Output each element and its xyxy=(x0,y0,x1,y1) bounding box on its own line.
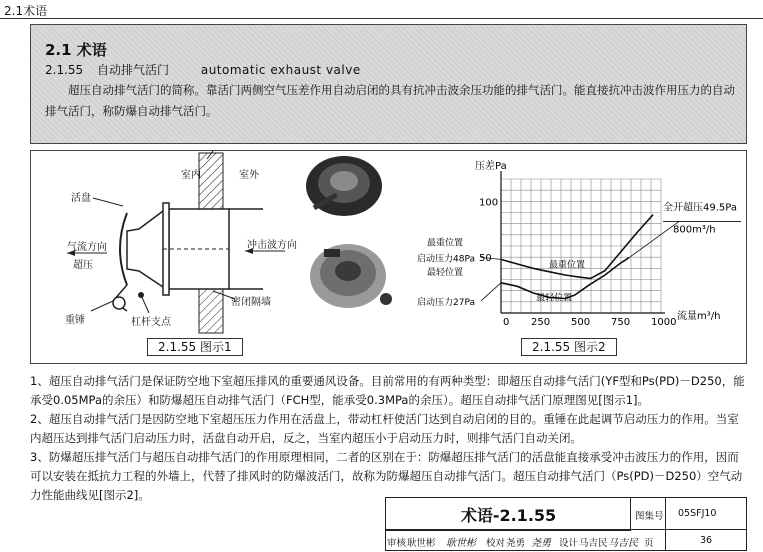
wall-upper xyxy=(199,153,223,209)
designer: 马吉民 xyxy=(579,538,608,549)
label-overpressure: 超压 xyxy=(73,260,93,271)
atlas-label: 图集号 xyxy=(635,511,664,522)
wall-lower xyxy=(199,289,223,333)
x-tick-label: 250 xyxy=(531,317,551,328)
curve-label-min: 最轻位置 xyxy=(536,293,573,304)
term-cn: 自动排气活门 xyxy=(97,63,170,77)
title-block xyxy=(385,497,747,551)
atlas-no: 05SFJ10 xyxy=(678,508,717,519)
term-line xyxy=(45,61,361,78)
label-airflow: 气流方向 xyxy=(67,242,107,253)
curve-label-max: 最重位置 xyxy=(549,260,586,271)
term-header-box xyxy=(30,24,747,144)
annot-start-27: 启动压力27Pa xyxy=(417,297,475,308)
label-airtight-wall: 密闭隔墙 xyxy=(231,297,271,308)
x-tick-label: 0 xyxy=(503,317,510,328)
note-3: 3、防爆超压排气活门与超压自动排气活门的作用原理相同，二者的区别在于：防爆超压排气活门的活盘能直接承受冲击波压力的作用，因而可以安装在抵抗力工程的外墙上，代替了排风时的防爆波活门，故称为防爆超压自动排气活门。超压自动排气活门（Ps(PD)－D250）空气动力性能曲线见[图示2]。 xyxy=(30,450,743,502)
x-tick-label: 500 xyxy=(571,317,591,328)
notes xyxy=(30,372,745,505)
y-tick-label: 50 xyxy=(479,253,492,265)
figure-box xyxy=(30,150,747,364)
annot-max-position: 最重位置 xyxy=(427,238,464,249)
note-2: 2、超压自动排气活门是因防空地下室超压压力作用在活盘上，带动杠杆使活门达到自动启闭的目的。重锤在此起调节启动压力的作用。当室内超压达到排气活门启动压力时，活盘自动开启，反之，当室内超压小于启动压力时，则排气活门自动关闭。 xyxy=(30,412,739,445)
term-definition: 超压自动排气活门的简称。靠活门两侧空气压差作用自动启闭的具有抗冲击波余压功能的排气活门。能直接抗冲击波作用压力的自动排气活门，称防爆自动排气活门。 xyxy=(45,83,735,118)
note-1: 1、超压自动排气活门是保证防空地下室超压排风的重要通风设备。目前常用的有两种类型：即超压自动排气活门(YF型和Ps(PD)－D250，能承受0.05MPa的余压）和防爆超压自动排气活门（FCH型，能承受0.3MPa的余压）。超压自动排气活门原理图见[图示1]。 xyxy=(30,374,745,407)
designer-sign: 马吉民 xyxy=(608,538,638,549)
section-label: 2.1术语 xyxy=(4,4,48,18)
valve-disc xyxy=(120,213,127,285)
valve-body xyxy=(127,211,163,287)
label-outdoor: 室外 xyxy=(239,170,259,181)
annot-min-position: 最轻位置 xyxy=(427,267,464,278)
label-lever-pivot: 杠杆支点 xyxy=(131,317,171,328)
page-no: 36 xyxy=(700,535,713,546)
figure1-caption: 2.1.55 图示1 xyxy=(147,338,243,356)
leader-full-open xyxy=(629,221,679,257)
annot-start-48: 启动压力48Pa xyxy=(417,254,475,265)
annot-flow: 800m³/h xyxy=(673,224,716,236)
label-valve-disc: 活盘 xyxy=(71,193,91,204)
leader-27 xyxy=(481,283,501,301)
y-axis-label: 压差Pa xyxy=(475,161,507,172)
checker-sign: 尧勇 xyxy=(531,538,551,549)
performance-chart xyxy=(401,151,746,341)
figure2-caption: 2.1.55 图示2 xyxy=(521,338,617,356)
y-tick-label: 100 xyxy=(479,197,499,209)
annot-full-open: 全开超压49.5Pa xyxy=(663,202,737,214)
counterweight xyxy=(113,297,125,309)
valve-photos xyxy=(286,151,396,341)
reviewer-sign: 耿世彬 xyxy=(446,538,476,549)
top-rule xyxy=(0,18,763,19)
term-number: 2.1.55 xyxy=(45,63,84,77)
section-title: 2.1 术语 xyxy=(45,41,107,59)
label-indoor: 室内 xyxy=(181,170,201,181)
term-en: automatic exhaust valve xyxy=(200,63,361,77)
design-label: 设计 xyxy=(559,538,579,549)
x-tick-label: 750 xyxy=(611,317,631,328)
x-tick-label: 1000 xyxy=(651,317,677,328)
x-axis-label: 流量m³/h xyxy=(677,311,721,322)
checker: 尧勇 xyxy=(506,538,526,549)
reviewer: 耿世彬 xyxy=(407,538,436,549)
page-label: 页 xyxy=(644,538,654,549)
label-counterweight: 重锤 xyxy=(65,315,85,326)
review-label: 审核 xyxy=(387,538,407,549)
check-label: 校对 xyxy=(486,538,506,549)
label-blast-direction: 冲击波方向 xyxy=(247,240,297,251)
drawing-title: 术语-2.1.55 xyxy=(460,506,557,525)
